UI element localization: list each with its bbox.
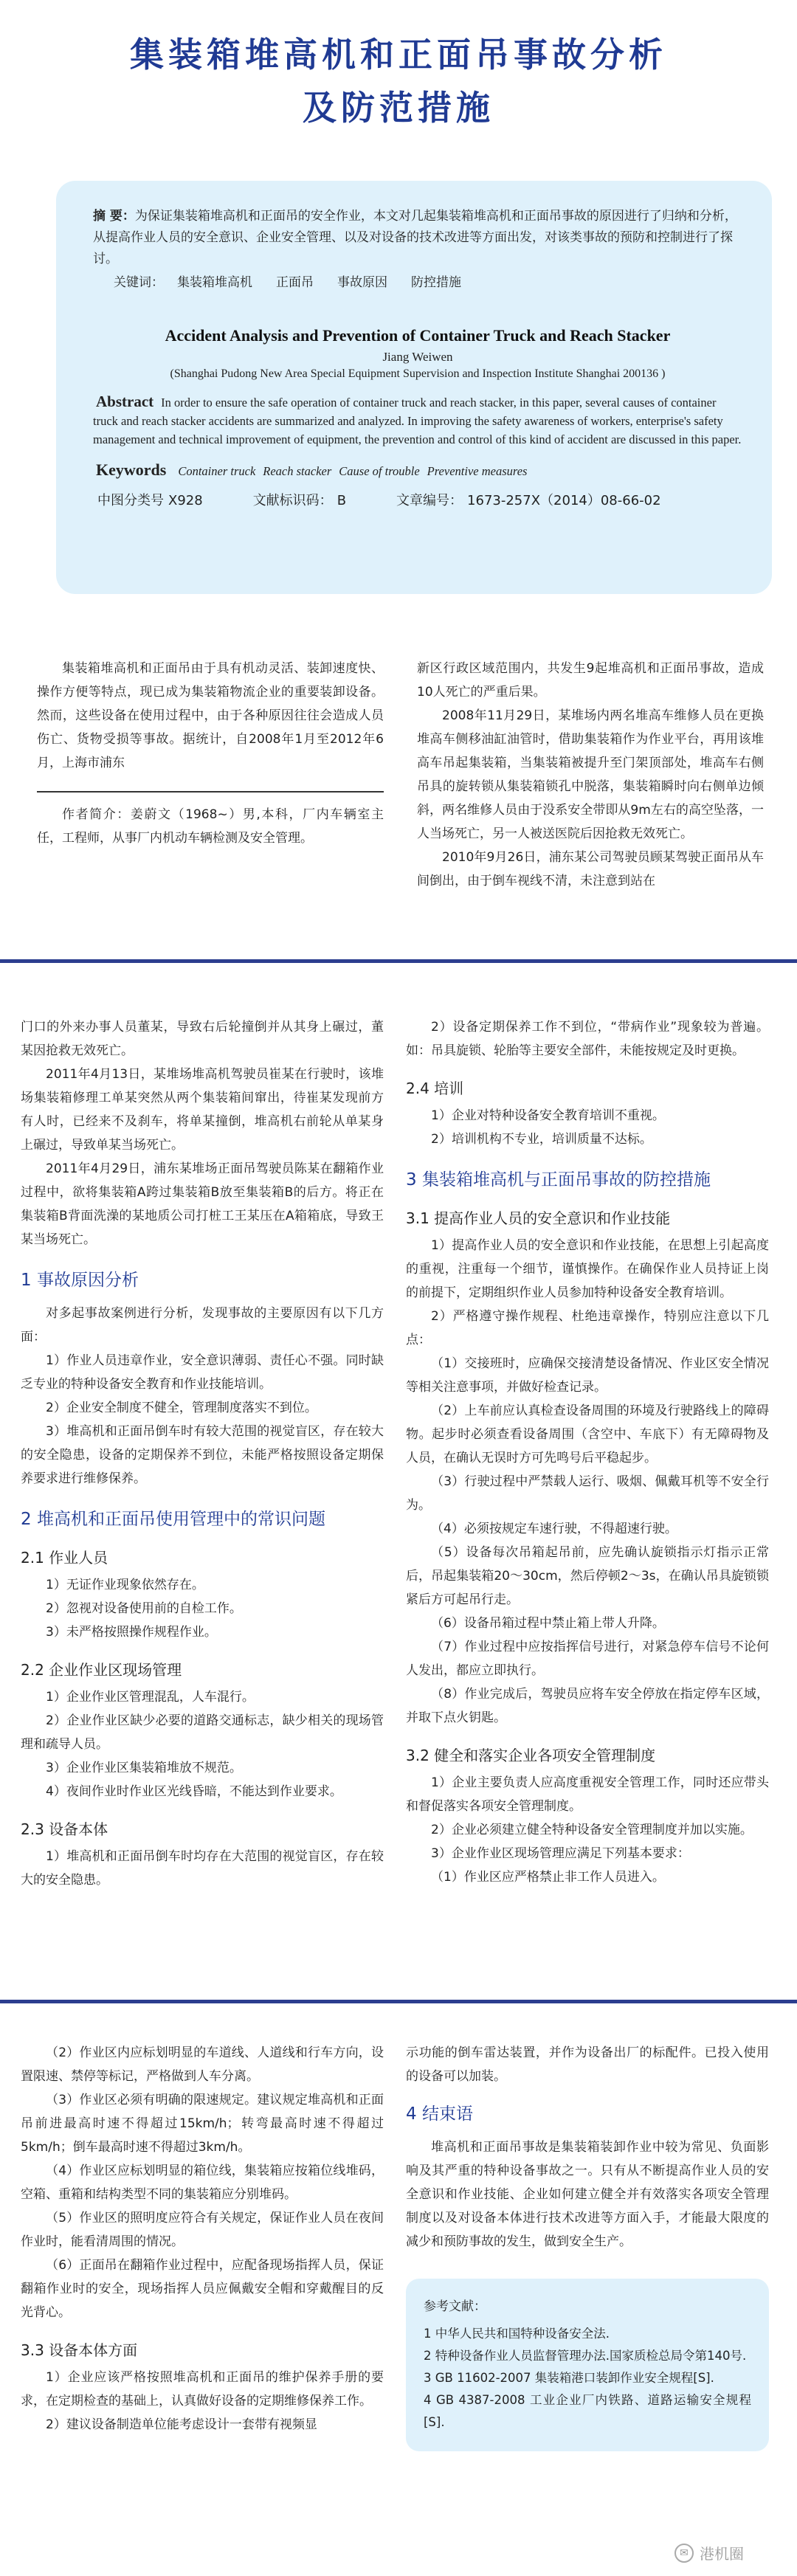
list-item: 1）提高作业人员的安全意识和作业技能，在思想上引起高度的重视，注重每一个细节，谨慎操作。在确保作业人员持证上岗的前提下，定期组织作业人员参加特种设备安全教育培训。 bbox=[406, 1238, 769, 1300]
list-item: 1）企业应该严格按照堆高机和正面吊的维护保养手册的要求，在定期检查的基础上，认真做好设备的定期维修保养工作。 bbox=[21, 2370, 384, 2408]
list-item: （3）作业区必须有明确的限速规定。建议规定堆高机和正面吊前进最高时速不得超过15km/h；转弯最高时速不得超过5km/h；倒车最高时速不得超过3km/h。 bbox=[21, 2093, 384, 2155]
list-item: 3）企业作业区现场管理应满足下列基本要求： bbox=[431, 1846, 690, 1861]
doc-label: 文献标识码： bbox=[252, 493, 333, 508]
title-line-1: 集装箱堆高机和正面吊事故分析 bbox=[130, 35, 667, 75]
subsection-heading: 2.4 培训 bbox=[406, 1080, 464, 1097]
reference-item: 3 GB 11602-2007 集装箱港口装卸作业安全规程[S]. bbox=[424, 2371, 714, 2385]
en-title: Accident Analysis and Prevention of Container Truck and Reach Stacker bbox=[165, 326, 671, 345]
author-note bbox=[37, 791, 384, 850]
classification-line bbox=[97, 490, 742, 509]
section-heading: 3 集装箱堆高机与正面吊事故的防控措施 bbox=[406, 1170, 711, 1189]
reference-item: 2 特种设备作业人员监督管理办法.国家质检总局令第140号. bbox=[424, 2349, 747, 2363]
en-abstract bbox=[93, 393, 742, 449]
reference-item: 4 GB 4387-2008 工业企业厂内铁路、道路运输安全规程[S]. bbox=[424, 2393, 751, 2429]
art-label: 文章编号： bbox=[396, 493, 463, 508]
list-item: （4）作业区应标划明显的箱位线，集装箱应按箱位线堆码，空箱、重箱和结构类型不同的集装箱应分别堆码。 bbox=[21, 2164, 384, 2202]
en-author: Jiang Weiwen bbox=[382, 350, 453, 364]
page2-right-column bbox=[406, 1015, 769, 1889]
page-separator bbox=[0, 959, 797, 963]
en-abstract-label: Abstract bbox=[96, 393, 154, 410]
cn-keyword: 事故原因 bbox=[337, 275, 387, 290]
references-box bbox=[406, 2279, 769, 2451]
list-item: （7）作业过程中应按指挥信号进行，对紧急停车信号不论何人发出，都应立即执行。 bbox=[406, 1640, 769, 1678]
watermark-logo bbox=[674, 2542, 744, 2563]
en-keywords-label: Keywords bbox=[96, 460, 167, 479]
list-item: 1）作业人员违章作业，安全意识薄弱、责任心不强。同时缺乏专业的特种设备安全教育和作业技能培训。 bbox=[21, 1353, 384, 1392]
cls-value: X928 bbox=[168, 493, 203, 508]
paragraph: 堆高机和正面吊事故是集装箱装卸作业中较为常见、负面影响及其严重的特种设备事故之一。只有从不断提高作业人员的安全意识和作业技能、企业如何建立健全并有效落实各项安全管理制度以及对设备本体进行技术改进等方面入手，才能最大限度的减少和预防事故的发生，做到安全生产。 bbox=[406, 2140, 769, 2249]
paragraph: 2011年4月29日，浦东某堆场正面吊驾驶员陈某在翻箱作业过程中，欲将集装箱A跨过集装箱B放至集装箱B的后方。将正在集装箱B背面洗澡的某地质公司打桩工王某压在A箱箱底，导致王某当场死亡。 bbox=[21, 1161, 384, 1247]
en-keyword: Cause of trouble bbox=[339, 464, 420, 478]
list-item: （6）正面吊在翻箱作业过程中，应配备现场指挥人员，保证翻箱作业时的安全，现场指挥人员应佩戴安全帽和穿戴醒目的反光背心。 bbox=[21, 2258, 384, 2320]
reference-item: 1 中华人民共和国特种设备安全法. bbox=[424, 2327, 610, 2341]
abstract-box bbox=[56, 181, 772, 594]
en-keyword: Reach stacker bbox=[263, 464, 332, 478]
list-item: （2）上车前应认真检查设备周围的环境及行驶路线上的障碍物。起步时必须查看设备周围（含空中、车底下）有无障碍物及人员，在确认无误时方可先鸣号后平稳起步。 bbox=[406, 1403, 769, 1465]
page3-right-column bbox=[406, 2041, 769, 2451]
paragraph: 门口的外来办事人员董某，导致右后轮撞倒并从其身上碾过，董某因抢救无效死亡。 bbox=[21, 1020, 384, 1058]
section-heading: 1 事故原因分析 bbox=[21, 1271, 139, 1290]
list-item: （6）设备吊箱过程中禁止箱上带人升降。 bbox=[431, 1616, 665, 1631]
cls-label: 中图分类号 bbox=[97, 493, 164, 508]
cn-keyword: 防控措施 bbox=[411, 275, 461, 290]
list-item: 2）忽视对设备使用前的自检工作。 bbox=[46, 1601, 242, 1616]
list-item: 2）严格遵守操作规程、杜绝违章操作，特别应注意以下几点： bbox=[406, 1309, 769, 1347]
watermark-text: 港机圈 bbox=[700, 2545, 744, 2563]
list-item: 4）夜间作业时作业区光线昏暗，不能达到作业要求。 bbox=[46, 1784, 342, 1799]
author-note-text: 作者简介：姜蔚文（1968~）男,本科，厂内车辆室主任，工程师，从事厂内机动车辆检测及安全管理。 bbox=[37, 807, 384, 846]
cn-abstract bbox=[93, 206, 742, 270]
paragraph: 示功能的倒车雷达装置，并作为设备出厂的标配件。已投入使用的设备可以加装。 bbox=[406, 2045, 769, 2084]
subsection-heading: 3.3 设备本体方面 bbox=[21, 2341, 138, 2359]
paragraph: 2011年4月13日，某堆场堆高机驾驶员崔某在行驶时，该堆场集装箱修理工单某突然从两个集装箱间窜出，待崔某发现前方有人时，已经来不及刹车，将单某撞倒，堆高机右前轮从单某身上碾过，导致单某当场死亡。 bbox=[21, 1067, 384, 1153]
list-item: 1）企业对特种设备安全教育培训不重视。 bbox=[431, 1108, 665, 1123]
cn-keywords bbox=[114, 272, 742, 294]
section-heading: 4 结束语 bbox=[406, 2104, 473, 2124]
paragraph: 对多起事故案例进行分析，发现事故的主要原因有以下几方面： bbox=[21, 1306, 384, 1344]
cn-abstract-text: 为保证集装箱堆高机和正面吊的安全作业，本文对几起集装箱堆高机和正面吊事故的原因进行了归纳和分析，从提高作业人员的安全意识、企业安全管理、以及对设备的技术改进等方面出发，对该类事故的预防和控制进行了探讨。 bbox=[93, 209, 737, 266]
list-item: 1）无证作业现象依然存在。 bbox=[46, 1578, 204, 1592]
list-item: 3）堆高机和正面吊倒车时有较大范围的视觉盲区，存在较大的安全隐患，设备的定期保养不到位，未能严格按照设备定期保养要求进行维修保养。 bbox=[21, 1424, 384, 1486]
references-title: 参考文献： bbox=[424, 2299, 486, 2314]
paragraph: 新区行政区域范围内，共发生9起堆高机和正面吊事故，造成10人死亡的严重后果。 bbox=[417, 661, 764, 700]
en-keyword: Container truck bbox=[178, 464, 256, 478]
wechat-icon: ✉ bbox=[674, 2544, 694, 2563]
art-value: 1673-257X（2014）08-66-02 bbox=[467, 493, 661, 508]
paragraph: 2）设备定期保养工作不到位，“带病作业”现象较为普遍。如：吊具旋锁、轮胎等主要安全部件，未能按规定及时更换。 bbox=[406, 1020, 769, 1058]
paragraph: 集装箱堆高机和正面吊由于具有机动灵活、装卸速度快、操作方便等特点，现已成为集装箱物流企业的重要装卸设备。然而，这些设备在使用过程中，由于各种原因往往会造成人员伤亡、货物受损等事故。据统计，自2008年1月至2012年6月，上海市浦东 bbox=[37, 661, 384, 770]
paragraph: 2008年11月29日，某堆场内两名堆高车维修人员在更换堆高车侧移油缸油管时，借助集装箱作为作业平台，再用该堆高车吊起集装箱，当集装箱被提升至门架顶部处，堆高车右侧吊具的旋转锁从集装箱锁孔中脱落，集装箱瞬时向右侧单边倾斜，两名维修人员由于没系安全带即从9m左右的高空坠落，一人当场死亡，另一人被送医院后因抢救无效死亡。 bbox=[417, 708, 764, 841]
subsection-heading: 2.3 设备本体 bbox=[21, 1820, 108, 1838]
subsection-heading: 3.2 健全和落实企业各项安全管理制度 bbox=[406, 1747, 656, 1764]
section-heading: 2 堆高机和正面吊使用管理中的常识问题 bbox=[21, 1510, 325, 1529]
en-keyword: Preventive measures bbox=[427, 464, 528, 478]
list-item: 3）未严格按照操作规程作业。 bbox=[46, 1625, 217, 1640]
list-item: （8）作业完成后，驾驶员应将车安全停放在指定停车区域，并取下点火钥匙。 bbox=[406, 1687, 769, 1725]
cn-keyword: 正面吊 bbox=[276, 275, 314, 290]
subsection-heading: 2.1 作业人员 bbox=[21, 1549, 108, 1567]
list-item: 2）培训机构不专业，培训质量不达标。 bbox=[431, 1132, 652, 1147]
page1-right-column bbox=[417, 657, 764, 893]
list-item: 1）企业作业区管理混乱，人车混行。 bbox=[46, 1690, 255, 1705]
doc-value: B bbox=[337, 493, 347, 508]
list-item: （3）行驶过程中严禁载人运行、吸烟、佩戴耳机等不安全行为。 bbox=[406, 1474, 769, 1513]
list-item: （1）作业区应严格禁止非工作人员进入。 bbox=[431, 1870, 665, 1885]
subsection-heading: 2.2 企业作业区现场管理 bbox=[21, 1661, 182, 1679]
title-line-2: 及防范措施 bbox=[303, 88, 494, 128]
en-keywords bbox=[93, 460, 742, 480]
page-title bbox=[0, 28, 797, 134]
list-item: （4）必须按规定车速行驶，不得超速行驶。 bbox=[431, 1522, 677, 1536]
list-item: 1）堆高机和正面吊倒车时均存在大范围的视觉盲区，存在较大的安全隐患。 bbox=[21, 1849, 384, 1888]
list-item: 3）企业作业区集装箱堆放不规范。 bbox=[46, 1761, 242, 1775]
paragraph: 2010年9月26日，浦东某公司驾驶员顾某驾驶正面吊从车间倒出，由于倒车视线不清，未注意到站在 bbox=[417, 850, 764, 888]
en-abstract-text: In order to ensure the safe operation of container truck and reach stacker, in this paper, several causes of container truck and reach stacker accidents are summarized and analyzed. In improving the safety awareness of workers, enterprise's safety management and technical improvement of equipment, the prevention and control of this kind of accident are discussed in this paper. bbox=[93, 396, 742, 446]
list-item: （1）交接班时，应确保交接清楚设备情况、作业区安全情况等相关注意事项，并做好检查记录。 bbox=[406, 1356, 769, 1395]
list-item: 2）企业安全制度不健全，管理制度落实不到位。 bbox=[46, 1401, 317, 1415]
subsection-heading: 3.1 提高作业人员的安全意识和作业技能 bbox=[406, 1209, 671, 1227]
list-item: （5）作业区的照明度应符合有关规定，保证作业人员在夜间作业时，能看清周围的情况。 bbox=[21, 2211, 384, 2249]
list-item: （2）作业区内应标划明显的车道线、人道线和行车方向，设置限速、禁停等标记，严格做到人车分离。 bbox=[21, 2045, 384, 2084]
page1-left-column bbox=[37, 657, 384, 850]
page-separator bbox=[0, 2000, 797, 2003]
page3-left-column bbox=[21, 2041, 384, 2437]
list-item: 2）建议设备制造单位能考虑设计一套带有视频显 bbox=[46, 2417, 317, 2432]
cn-keyword: 集装箱堆高机 bbox=[177, 275, 252, 290]
cn-keywords-label: 关键词： bbox=[114, 275, 164, 290]
list-item: 1）企业主要负责人应高度重视安全管理工作，同时还应带头和督促落实各项安全管理制度。 bbox=[406, 1775, 769, 1814]
page2-left-column bbox=[21, 1015, 384, 1892]
en-affiliation: (Shanghai Pudong New Area Special Equipment Supervision and Inspection Institute Shanghai 200136 ) bbox=[170, 367, 666, 380]
cn-abstract-label: 摘 要： bbox=[93, 209, 135, 224]
list-item: 2）企业作业区缺少必要的道路交通标志，缺少相关的现场管理和疏导人员。 bbox=[21, 1713, 384, 1752]
list-item: （5）设备每次吊箱起吊前，应先确认旋锁指示灯指示正常后，吊起集装箱20～30cm，然后停顿2～3s，在确认吊具旋锁锁紧后方可起吊行走。 bbox=[406, 1545, 769, 1607]
list-item: 2）企业必须建立健全特种设备安全管理制度并加以实施。 bbox=[431, 1823, 753, 1837]
